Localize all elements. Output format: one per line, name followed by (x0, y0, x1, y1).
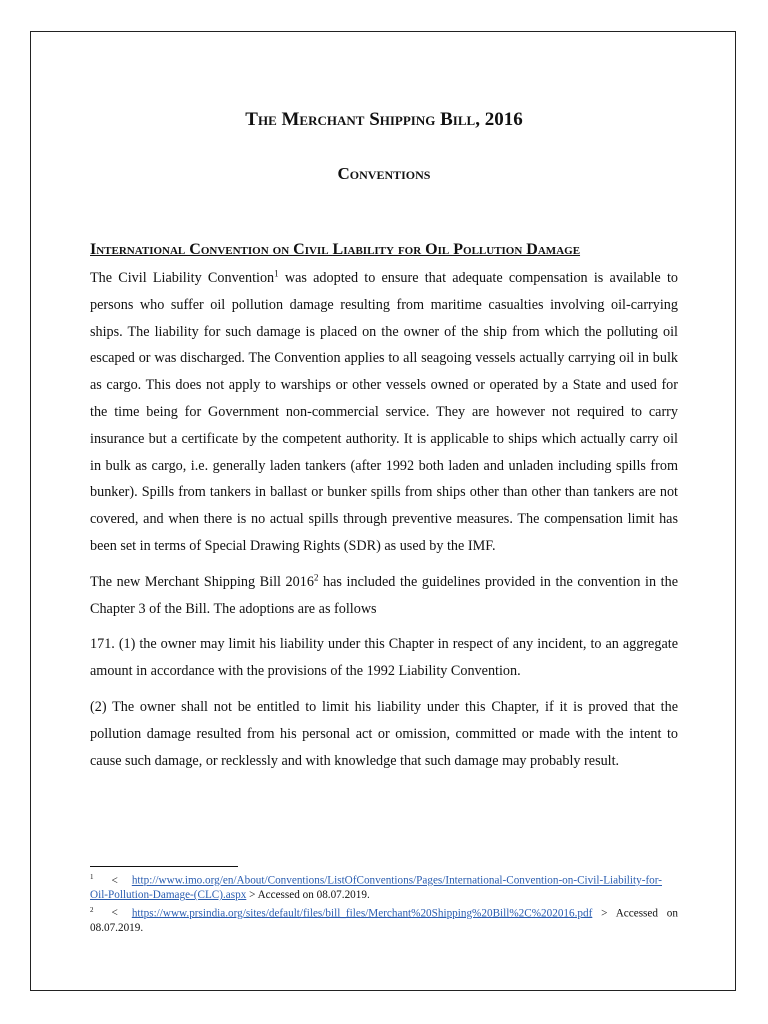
paragraph-1-rest: was adopted to ensure that adequate compensation is available to persons who suffer oil pollution damage resulting from maritime casualties involving oil-carrying ships. The liability for such damage is placed on the owner of the ship from which the polluting oil escaped or was discharged. The Convention applies to all seagoing vessels actually carrying oil in bulk as cargo. This does not apply to warships or other vessels owned or operated by a State and used for the time being for Government non-commercial service. They are however not required to carry insurance but a certificate by the competent authority. It is applicable to ships which actually carry oil in bulk as cargo, i.e. generally laden tankers (after 1992 both laden and unladen including spills from bunker). Spills from tankers in ballast or bunker spills from ships other than other than tankers are not covered, and when there is no actual spills through preventive measures. The compensation limit has been set in terms of Special Drawing Rights (SDR) as used by the IMF. (90, 270, 678, 554)
paragraph-1-start: The Civil Liability Convention (90, 270, 275, 286)
footnote-1-number: 1 (90, 873, 94, 881)
footnote-separator (90, 866, 238, 867)
document-subtitle: Conventions (337, 164, 431, 183)
footnote-2-accessed: > Accessed on 08.07.2019. (90, 907, 678, 934)
footnote-1-open: < (111, 874, 118, 887)
document-body (90, 108, 678, 774)
document-title: The Merchant Shipping Bill, 2016 (245, 109, 523, 130)
paragraph-1 (90, 265, 678, 560)
footnote-2-open: < (111, 907, 118, 920)
footnote-1-accessed: > Accessed on 08.07.2019. (246, 889, 370, 902)
paragraph-3: 171. (1) the owner may limit his liability under this Chapter in respect of any incident, to an aggregate amount in accordance with the provisions of the 1992 Liability Convention. (90, 636, 678, 680)
footnote-1 (90, 870, 678, 903)
footnote-1-link[interactable]: http://www.imo.org/en/About/Conventions/ListOfConventions/Pages/International-Convention-on-Civil-Liability-for-Oil-Pollution-Damage-(CLC).aspx (90, 874, 662, 902)
section-heading: International Convention on Civil Liability for Oil Pollution Damage (90, 241, 581, 258)
paragraph-2 (90, 569, 678, 623)
footnotes (90, 866, 678, 935)
paragraph-4: (2) The owner shall not be entitled to limit his liability under this Chapter, if it is proved that the pollution damage resulted from his personal act or omission, committed or made with the intent to cause such damage, or recklessly and with knowledge that such damage may probably result. (90, 698, 678, 769)
footnote-ref-1[interactable]: 1 (274, 268, 279, 279)
paragraph-2-start: The new Merchant Shipping Bill 2016 (90, 573, 314, 590)
footnote-2 (90, 903, 678, 936)
footnote-2-link[interactable]: https://www.prsindia.org/sites/default/files/bill_files/Merchant%20Shipping%20Bill%2C%202016.pdf (131, 907, 593, 920)
paragraph-2-rest: has included the guidelines provided in the convention in the Chapter 3 of the Bill. The adoptions are as follows (90, 573, 678, 617)
footnote-2-number: 2 (90, 905, 94, 914)
footnote-ref-2[interactable]: 2 (313, 572, 319, 583)
